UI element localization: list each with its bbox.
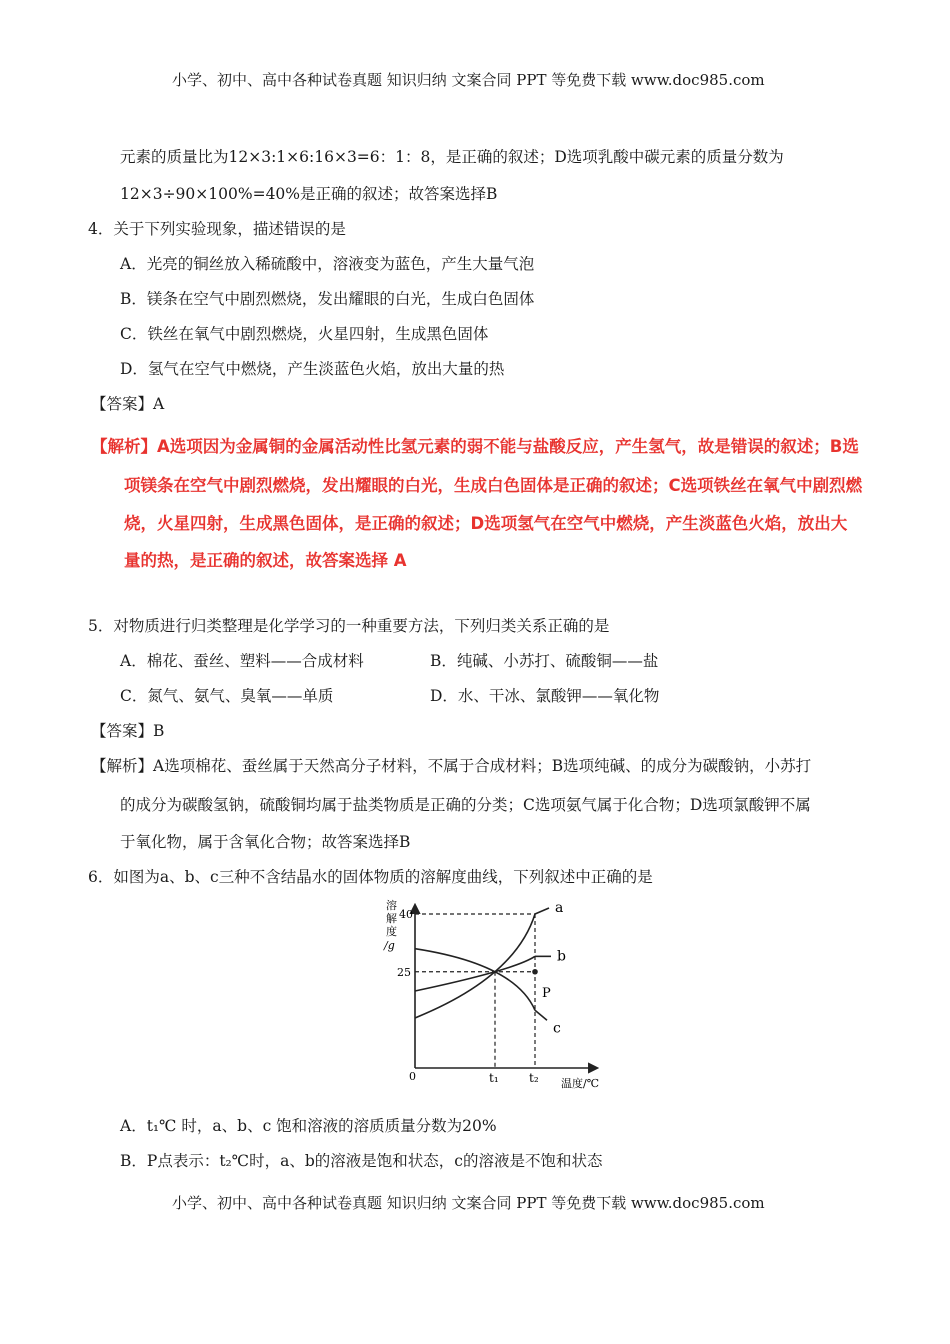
- q5-option-c: C．氮气、氨气、臭氧——单质: [120, 687, 334, 705]
- origin-label: 0: [409, 1070, 416, 1083]
- y-tick-label: 40: [399, 908, 413, 921]
- q5-option-b: B．纯碱、小苏打、硫酸铜——盐: [430, 652, 659, 670]
- q4-analysis-line-4: 量的热，是正确的叙述，故答案选择 A: [124, 551, 407, 570]
- q4-analysis-line-1: 【解析】A选项因为金属铜的金属活动性比氢元素的弱不能与盐酸反应，产生氢气，故是错误的叙述；B选: [91, 437, 859, 456]
- q3-analysis-line-2: 12×3÷90×100%=40%是正确的叙述；故答案选择B: [120, 185, 498, 203]
- q4-stem: 4．关于下列实验现象，描述错误的是: [88, 220, 346, 238]
- q4-option-c: C．铁丝在氧气中剧烈燃烧，火星四射，生成黑色固体: [120, 325, 489, 343]
- q5-answer: 【答案】B: [91, 722, 165, 740]
- q5-option-d: D．水、干冰、氯酸钾——氧化物: [430, 687, 660, 705]
- y-tick-label: 25: [397, 965, 411, 979]
- x-axis-label: 温度/℃: [561, 1077, 600, 1090]
- q5-option-a: A．棉花、蚕丝、塑料——合成材料: [120, 652, 364, 670]
- x-tick-label: t₂: [529, 1071, 539, 1085]
- q5-analysis-line-2: 的成分为碳酸氢钠，硫酸铜均属于盐类物质是正确的分类；C选项氨气属于化合物；D选项氯酸钾不属: [120, 796, 811, 814]
- curve-a: [415, 914, 535, 1018]
- solubility-chart: [375, 897, 605, 1092]
- page-header: 小学、初中、高中各种试卷真题 知识归纳 文案合同 PPT 等免费下载 www.doc985.com: [172, 71, 765, 89]
- q5-analysis-line-1: 【解析】A选项棉花、蚕丝属于天然高分子材料，不属于合成材料；B选项纯碱、的成分为碳酸钠，小苏打: [91, 757, 812, 775]
- y-label-char-1: 溶: [386, 899, 397, 912]
- q4-option-b: B．镁条在空气中剧烈燃烧，发出耀眼的白光，生成白色固体: [120, 290, 535, 308]
- q6-option-b: B．P点表示：t₂℃时，a、b的溶液是饱和状态，c的溶液是不饱和状态: [120, 1152, 603, 1170]
- q4-answer: 【答案】A: [91, 395, 165, 413]
- y-label-char-2: 解: [386, 912, 397, 925]
- series-label-b: b: [557, 948, 566, 965]
- page-footer: 小学、初中、高中各种试卷真题 知识归纳 文案合同 PPT 等免费下载 www.doc985.com: [172, 1194, 765, 1212]
- curve-a-tail: [535, 908, 549, 914]
- q4-analysis-line-2: 项镁条在空气中剧烈燃烧，发出耀眼的白光，生成白色固体是正确的叙述；C选项铁丝在氧气中剧烈燃: [124, 476, 863, 495]
- q5-stem: 5．对物质进行归类整理是化学学习的一种重要方法，下列归类关系正确的是: [88, 617, 610, 635]
- q3-analysis-line-1: 元素的质量比为12×3:1×6:16×3=6：1：8，是正确的叙述；D选项乳酸中碳元素的质量分数为: [120, 148, 784, 166]
- q6-option-a: A．t₁℃ 时，a、b、c 饱和溶液的溶质质量分数为20%: [120, 1117, 497, 1135]
- point-p-label: P: [542, 986, 551, 1001]
- series-label-c: c: [553, 1020, 561, 1037]
- q4-analysis-line-3: 烧，火星四射，生成黑色固体，是正确的叙述；D选项氢气在空气中燃烧，产生淡蓝色火焰，放出大: [124, 514, 848, 533]
- curve-c: [415, 949, 535, 1011]
- q5-analysis-line-3: 于氧化物，属于含氧化合物；故答案选择B: [120, 833, 411, 851]
- y-label-char-4: /g: [384, 939, 395, 952]
- q6-stem: 6．如图为a、b、c三种不含结晶水的固体物质的溶解度曲线，下列叙述中正确的是: [88, 868, 653, 886]
- x-tick-label: t₁: [489, 1071, 499, 1085]
- y-label-char-3: 度: [386, 925, 397, 938]
- series-label-a: a: [555, 900, 564, 916]
- q4-option-d: D．氢气在空气中燃烧，产生淡蓝色火焰，放出大量的热: [120, 360, 505, 378]
- curve-c-tail: [535, 1010, 547, 1020]
- q4-option-a: A．光亮的铜丝放入稀硫酸中，溶液变为蓝色，产生大量气泡: [120, 255, 535, 273]
- point-p: [532, 969, 538, 975]
